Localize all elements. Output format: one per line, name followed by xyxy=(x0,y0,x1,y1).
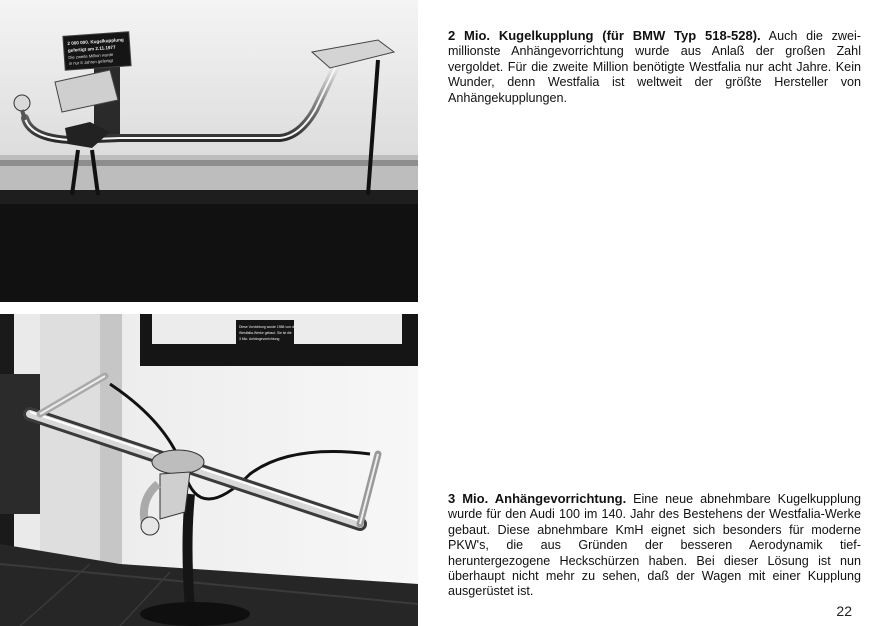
caption-3-mio-title: 3 Mio. Anhängevorrichtung. xyxy=(448,491,627,506)
sign-3-mio-line-2: Westfalia-Werke gebaut. Sie ist die xyxy=(239,331,292,335)
caption-3-mio xyxy=(448,491,861,600)
photo-3-mio-anhaengevorrichtung xyxy=(0,314,418,626)
sign-2-mio xyxy=(63,32,131,71)
sign-2-mio-line-4: in nur 8 Jahren gefertigt xyxy=(68,57,114,66)
page-number: 22 xyxy=(836,603,852,619)
sign-3-mio-line-1: Diese Vorrichtung wurde 1986 von der xyxy=(239,325,297,329)
sign-2-mio-line-3: Die zweite Million wurde xyxy=(68,51,114,61)
photo-3-mio-illustration xyxy=(0,314,418,626)
caption-2-mio xyxy=(448,28,861,106)
photo-2-mio-kugelkupplung xyxy=(0,0,418,302)
caption-3-mio-body: Eine neue abnehmbare Kugelkupplung wurde für den Audi 100 im 140. Jahr des Bestehens der Westfalia-Werke gebaut. Diese abnehmbare KmH eignet sich besonders für moderne PKW's, die aus Gründen der besseren Aerodynamik tiefheruntergezogene Heckschürzen haben. Bei dieser Lösung ist nun überhaupt nicht mehr zu sehen, daß der Wagen mit einer Kupplung ausgerüstet ist. xyxy=(448,492,861,599)
sign-2-mio-line-2: gefertigt am 2.11.1977 xyxy=(67,44,116,54)
sign-3-mio-line-3: 3 Mio. Anhängevorrichtung xyxy=(239,337,280,341)
sign-3-mio xyxy=(236,320,298,346)
caption-2-mio-title: 2 Mio. Kugelkupplung (für BMW Typ 518-528). xyxy=(448,28,761,43)
sign-2-mio-line-1: 2 000 000. Kugelkupplung xyxy=(67,37,124,47)
caption-2-mio-body: Auch die zweimillionste Anhängevorrichtung wurde aus Anlaß der großen Zahl vergoldet. Für die zweite Million benötigte Westfalia nur acht Jahre. Kein Wunder, denn Westfalia ist weltweit der größte Hersteller von Anhängekupplungen. xyxy=(448,29,861,105)
photo-2-mio-illustration xyxy=(0,0,418,302)
